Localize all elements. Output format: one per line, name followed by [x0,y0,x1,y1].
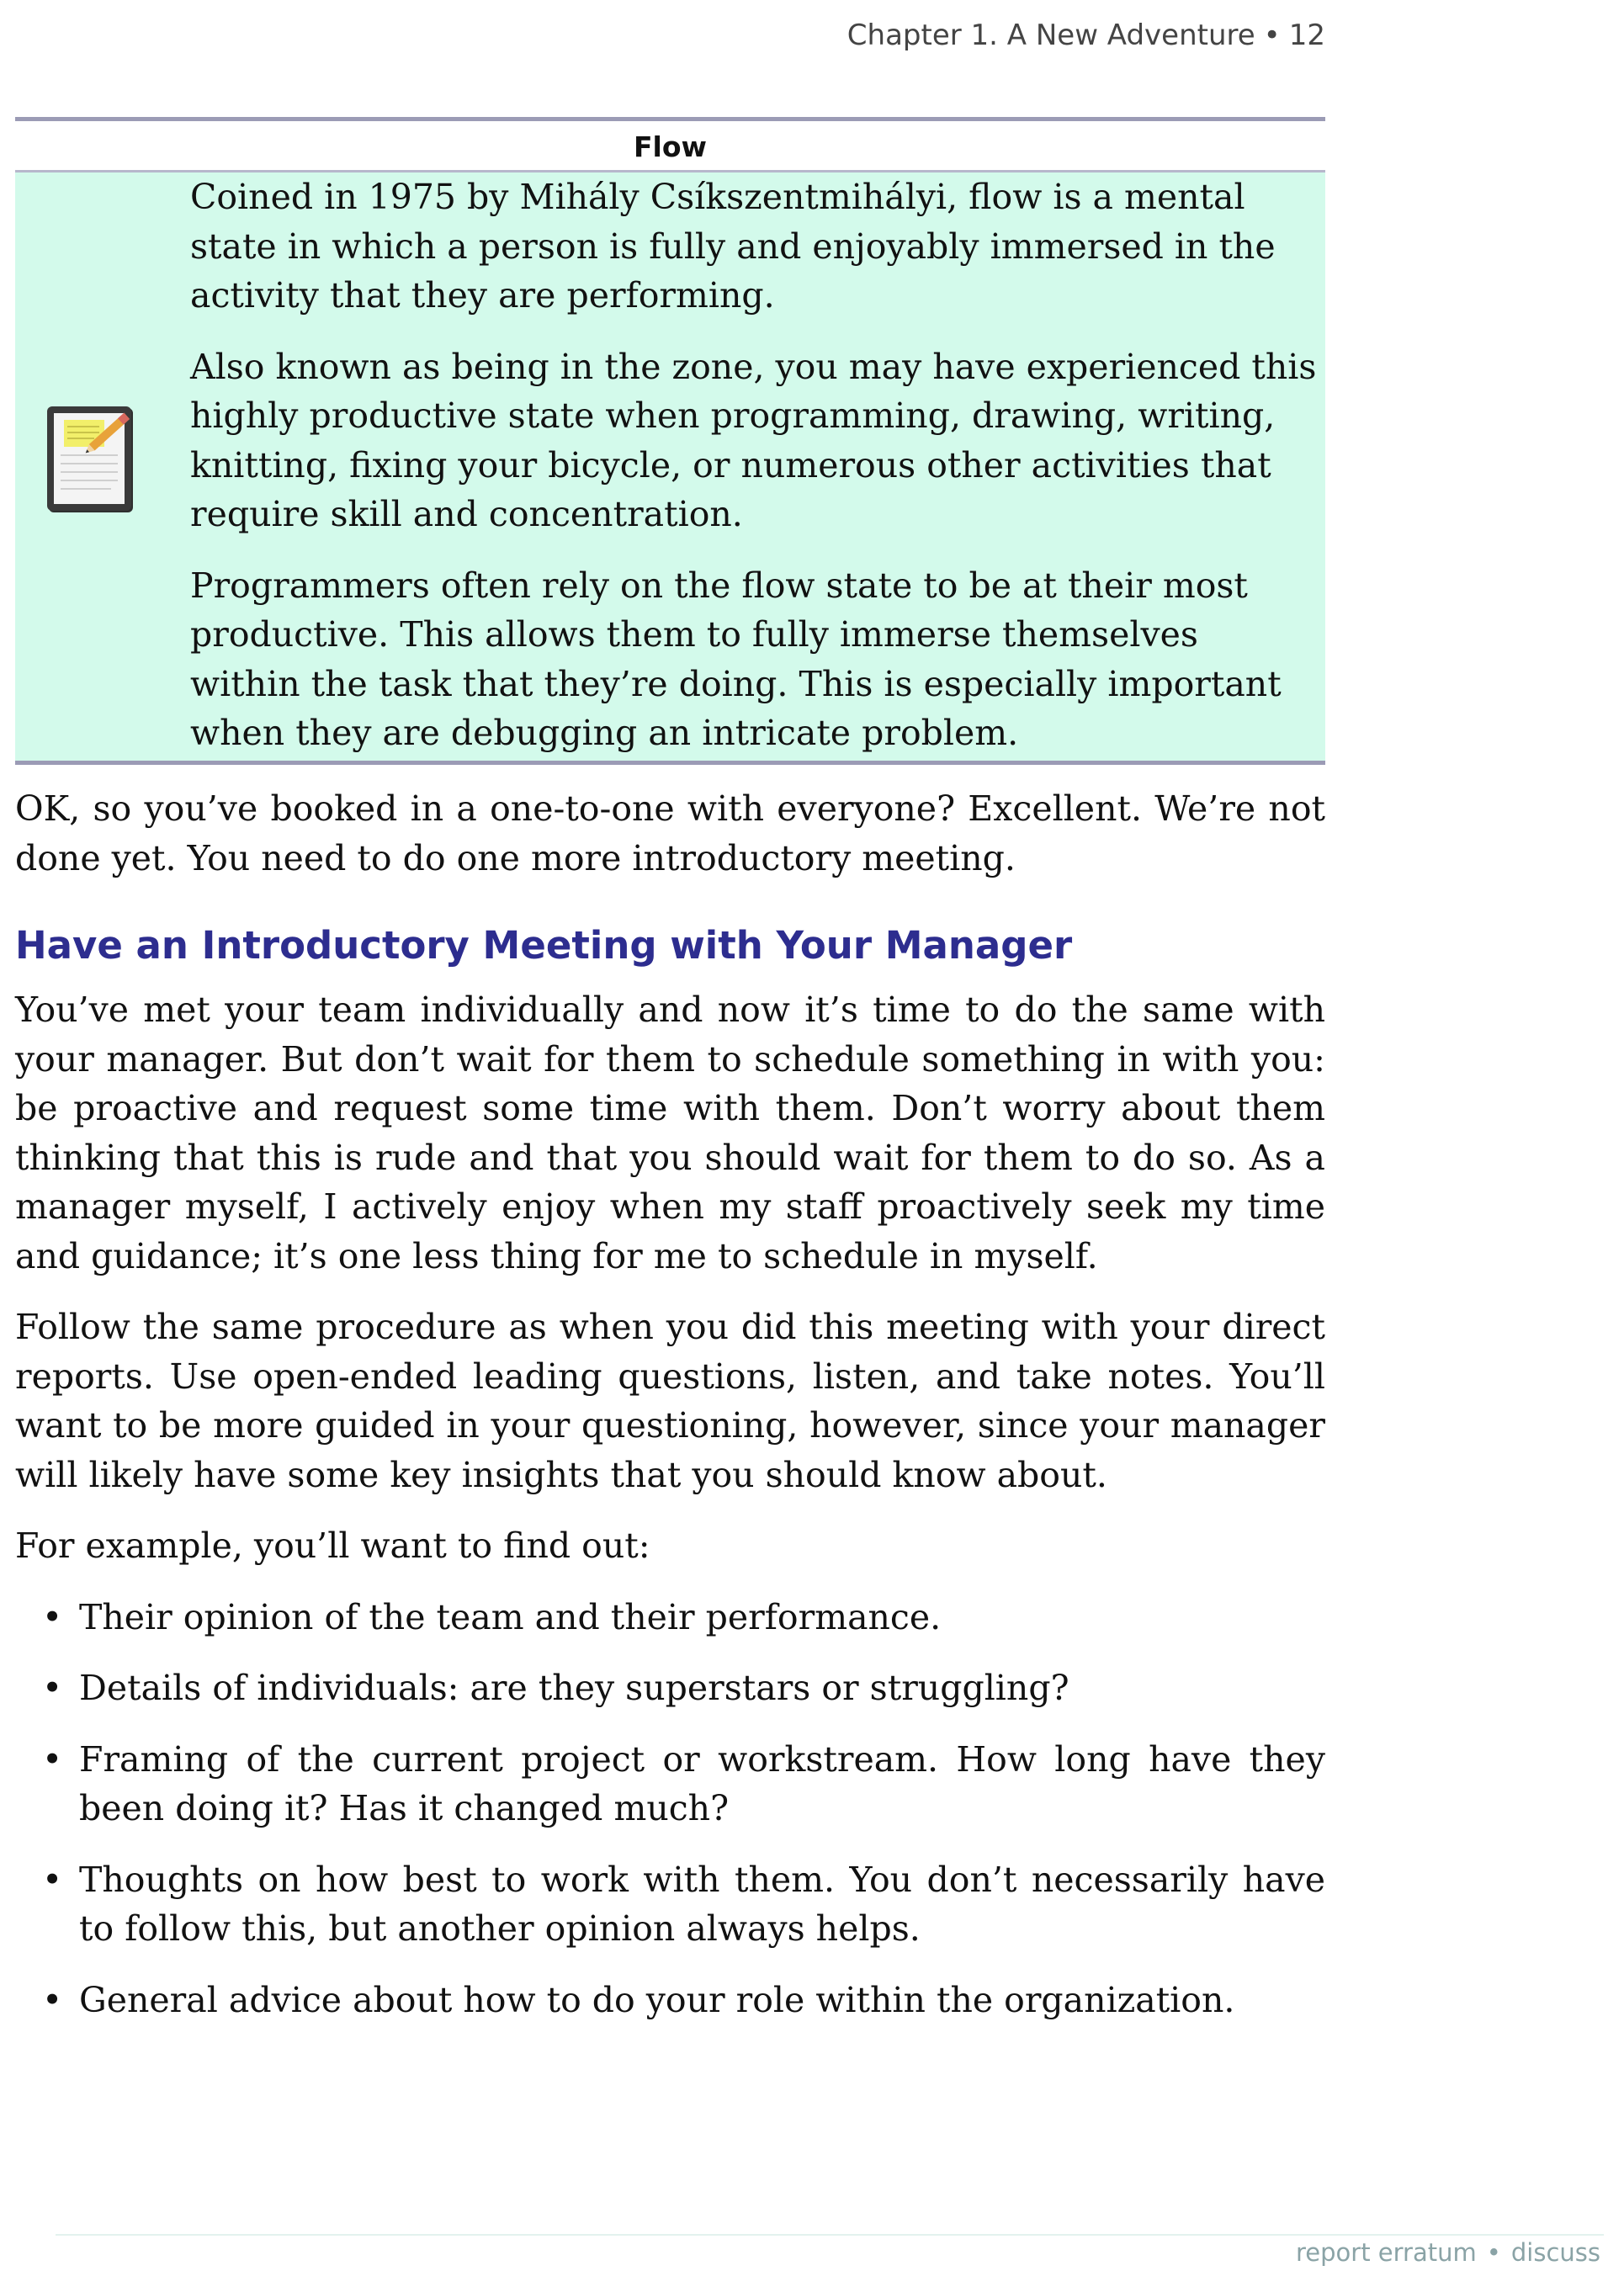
report-erratum-link[interactable]: report erratum [1296,2238,1477,2267]
list-item-text: Details of individuals: are they superstars or struggling? [79,1668,1069,1708]
list-item [15,1593,1325,1642]
questions-list [15,1593,1325,2025]
list-item-text: General advice about how to do your role within the organization. [79,1979,1235,2020]
bullet: • [42,1596,63,1637]
list-item-text: Thoughts on how best to work with them. You don’t necessarily have to follow this, but another opinion always helps. [79,1859,1325,1949]
list-item [15,1663,1325,1713]
sidebar-paragraph: Coined in 1975 by Mihály Csíkszentmihályi, flow is a mental state in which a person is fully and enjoyably immersed in the activity that they are performing. [190,177,1276,316]
bullet: • [42,1668,63,1708]
list-item [15,1976,1325,2025]
main-content [15,784,1325,2046]
sidebar-text [190,172,1318,780]
bullet: • [42,1859,63,1900]
sidebar-title: Flow [633,130,707,163]
sidebar-paragraph: Programmers often rely on the flow state to be at their most productive. This allows them to fully immerse themselves within the task that they’re doing. This is especially important when they are debugging an intricate problem. [190,565,1282,753]
footer-links [1296,2238,1600,2267]
page-number: 12 [1288,19,1325,52]
body-paragraph: Follow the same procedure as when you did this meeting with your direct reports. Use open-ended leading questions, listen, and take notes. You’ll want to be more guided in your questioning, however, since your manager will likely have some key insights that you should know about. [15,1307,1325,1495]
list-item-text: Their opinion of the team and their performance. [79,1596,942,1637]
header-separator: • [1263,19,1281,52]
flow-sidebar [15,117,1325,765]
body-paragraph: You’ve met your team individually and now it’s time to do the same with your manager. But don’t wait for them to schedule something in with you: be proactive and request some time with them. Don’t worry about them thinking that this is rude and that you should wait for them to do so. As a manager myself, I actively enjoy when my staff proactively seek my time and guidance; it’s one less thing for me to schedule in myself. [15,990,1325,1276]
body-paragraph: For example, you’ll want to find out: [15,1525,650,1566]
bullet: • [42,1738,63,1780]
sidebar-top-rule [15,117,1325,121]
running-head [757,19,1325,52]
list-item-text: Framing of the current project or workstream. How long have they been doing it? Has it changed much? [79,1738,1325,1828]
intro-paragraph: OK, so you’ve booked in a one-to-one with everyone? Excellent. We’re not done yet. You need to do one more introductory meeting. [15,788,1325,878]
list-item [15,1855,1325,1954]
bullet: • [42,1979,63,2020]
notepad-pencil-icon [44,403,145,521]
section-heading: Have an Introductory Meeting with Your Manager [15,923,1073,968]
footer-separator: • [1486,2238,1501,2267]
list-item [15,1735,1325,1833]
sidebar-paragraph: Also known as being in the zone, you may have experienced this highly productive state when programming, drawing, writing, knitting, fixing your bicycle, or numerous other activities that require skill and concentration. [190,346,1317,534]
chapter-title: Chapter 1. A New Adventure [846,19,1255,52]
sidebar-bottom-rule [15,761,1325,765]
discuss-link[interactable]: discuss [1510,2238,1600,2267]
footer-rule [56,2234,1604,2236]
